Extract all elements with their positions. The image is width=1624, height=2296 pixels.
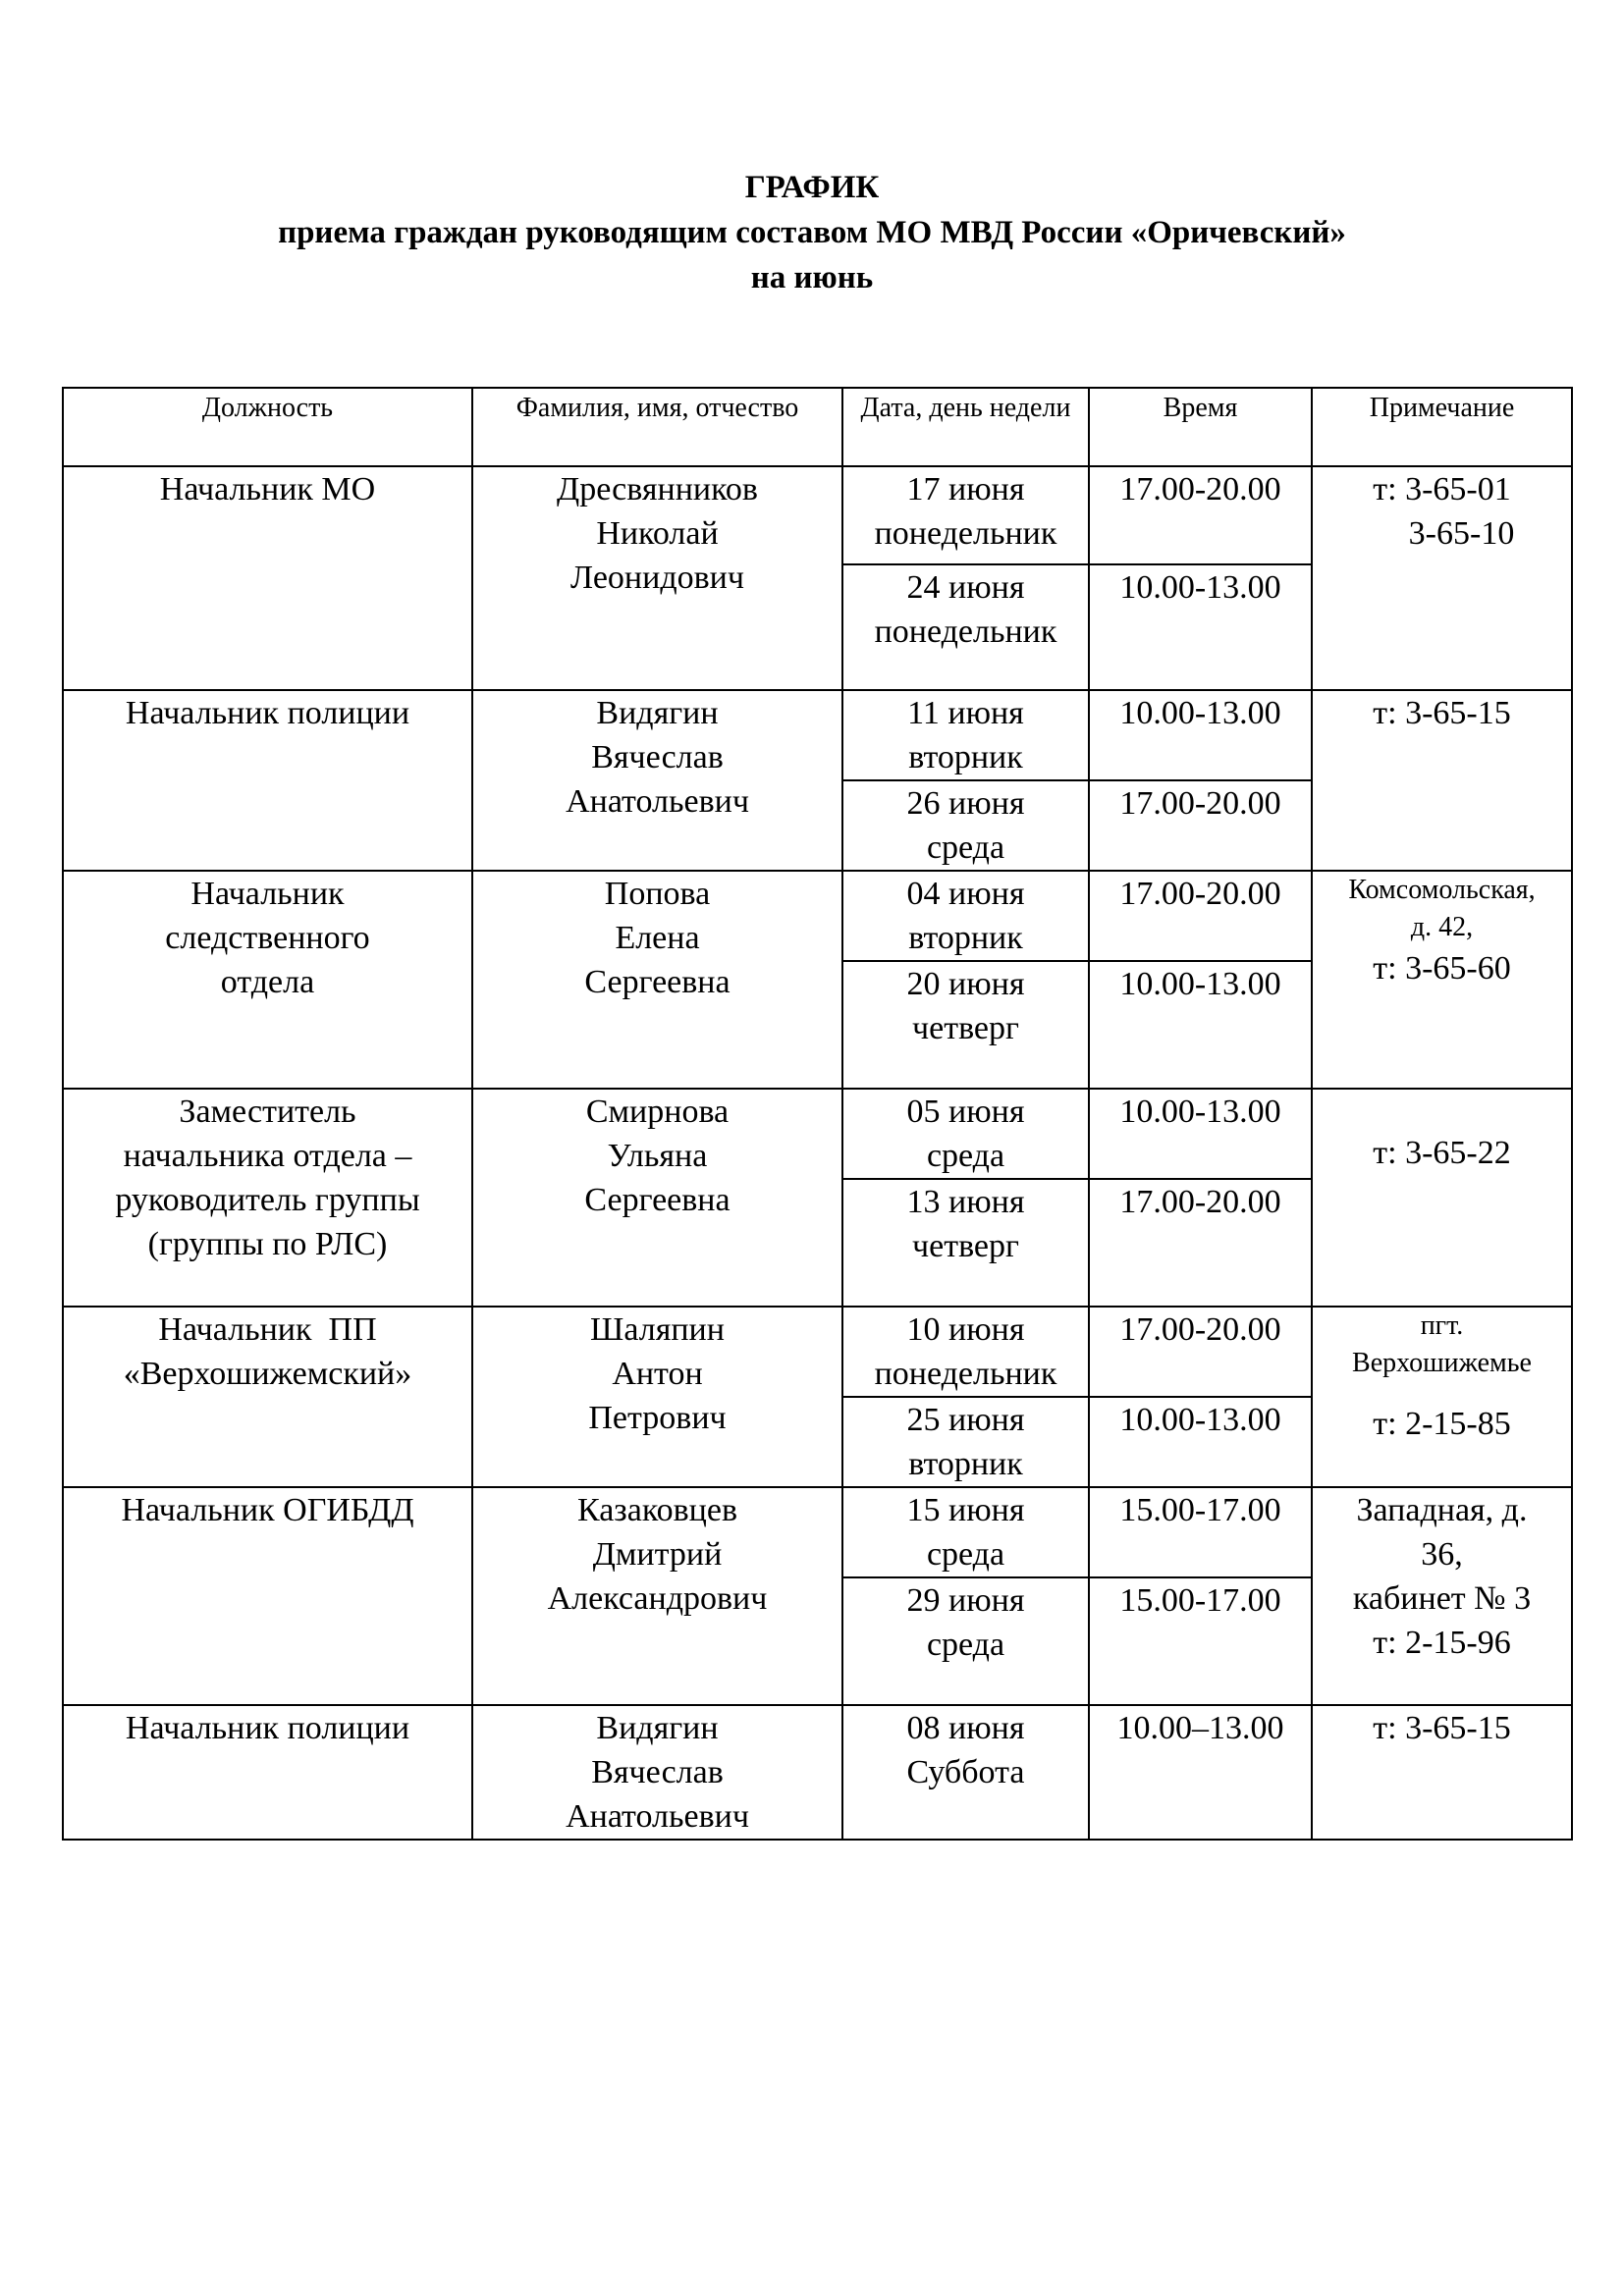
position-cell: [63, 871, 472, 1089]
position-cell: [63, 1705, 472, 1840]
date-cell: [842, 1705, 1089, 1840]
position-cell: [63, 690, 472, 871]
time-cell: 10.00-13.00: [1089, 1397, 1312, 1487]
time-cell: 17.00-20.00: [1089, 780, 1312, 871]
table-row: [63, 690, 1572, 780]
note-cell: [1312, 1307, 1572, 1487]
weekday-text: понедельник: [874, 614, 1057, 650]
name-line: Сергеевна: [584, 964, 731, 1000]
col-header-note: Примечание: [1312, 388, 1572, 466]
position-line: начальника отдела –: [123, 1138, 412, 1174]
weekday-text: вторник: [908, 1446, 1023, 1482]
note-line: Верхошижемье: [1352, 1348, 1532, 1378]
note-line: т: 3-65-15: [1373, 695, 1511, 731]
table-row: [63, 1705, 1572, 1840]
note-cell: [1312, 1089, 1572, 1307]
col-header-date: Дата, день недели: [842, 388, 1089, 466]
date-cell: [842, 961, 1089, 1089]
note-line: т: 2-15-96: [1373, 1625, 1511, 1661]
time-cell: 15.00-17.00: [1089, 1487, 1312, 1577]
name-line: Николай: [596, 515, 719, 552]
note-line: т: 3-65-60: [1373, 950, 1511, 987]
note-line: т: 3-65-01: [1373, 471, 1511, 507]
name-cell: [472, 466, 842, 690]
document-subtitle: приема граждан руководящим составом МО МВД России «Оричевский»: [278, 215, 1346, 250]
name-line: Елена: [615, 920, 700, 956]
table-row: [63, 871, 1572, 961]
note-cell: [1312, 690, 1572, 871]
position-line: Начальник МО: [159, 471, 376, 507]
position-cell: [63, 1307, 472, 1487]
time-cell: 10.00-13.00: [1089, 1089, 1312, 1179]
position-line: отдела: [220, 964, 315, 1000]
col-header-position: Должность: [63, 388, 472, 466]
date-text: 26 июня: [906, 785, 1025, 822]
time-cell: 10.00-13.00: [1089, 690, 1312, 780]
time-cell: 10.00-13.00: [1089, 564, 1312, 690]
date-text: 08 июня: [906, 1710, 1025, 1746]
date-text: 04 июня: [906, 876, 1025, 912]
date-cell: [842, 1487, 1089, 1577]
schedule-table: [62, 387, 1573, 1841]
time-cell: 17.00-20.00: [1089, 1179, 1312, 1307]
position-line: руководитель группы: [115, 1182, 420, 1218]
date-text: 10 июня: [906, 1311, 1025, 1348]
name-cell: [472, 1089, 842, 1307]
name-line: Петрович: [588, 1400, 727, 1436]
name-line: Леонидович: [570, 560, 744, 596]
time-cell: 10.00–13.00: [1089, 1705, 1312, 1840]
document-title: ГРАФИК: [744, 170, 880, 205]
name-line: Дмитрий: [592, 1536, 723, 1573]
table-row: [63, 1307, 1572, 1397]
date-text: 05 июня: [906, 1094, 1025, 1130]
weekday-text: Суббота: [906, 1754, 1025, 1790]
position-line: Начальник ОГИБДД: [121, 1492, 414, 1528]
name-line: Казаковцев: [576, 1492, 738, 1528]
position-line: Начальник полиции: [125, 695, 410, 731]
name-cell: [472, 1307, 842, 1487]
position-line: Начальник ПП: [158, 1311, 377, 1348]
time-cell: 17.00-20.00: [1089, 1307, 1312, 1397]
name-cell: [472, 1487, 842, 1705]
header-row: [63, 388, 1572, 466]
date-text: 11 июня: [907, 695, 1024, 731]
note-line: пгт.: [1420, 1310, 1464, 1341]
weekday-text: вторник: [908, 739, 1023, 775]
note-line: т: 2-15-85: [1373, 1406, 1511, 1442]
note-cell: [1312, 1705, 1572, 1840]
date-text: 24 июня: [906, 569, 1025, 606]
date-text: 17 июня: [906, 471, 1025, 507]
name-line: Александрович: [547, 1580, 768, 1617]
position-cell: [63, 1089, 472, 1307]
name-line: Смирнова: [585, 1094, 730, 1130]
note-cell: [1312, 1487, 1572, 1705]
weekday-text: вторник: [908, 920, 1023, 956]
weekday-text: четверг: [912, 1010, 1019, 1046]
position-line: Начальник полиции: [125, 1710, 410, 1746]
weekday-text: понедельник: [874, 1356, 1057, 1392]
name-line: Сергеевна: [584, 1182, 731, 1218]
name-line: Вячеслав: [591, 739, 724, 775]
weekday-text: среда: [926, 1627, 1005, 1663]
name-line: Антон: [612, 1356, 703, 1392]
position-line: «Верхошижемский»: [123, 1356, 412, 1392]
date-text: 15 июня: [906, 1492, 1025, 1528]
note-line: Комсомольская,: [1348, 875, 1536, 905]
note-cell: [1312, 871, 1572, 1089]
date-cell: [842, 690, 1089, 780]
note-cell: [1312, 466, 1572, 690]
table-row: [63, 1089, 1572, 1179]
date-cell: [842, 466, 1089, 564]
weekday-text: среда: [926, 829, 1005, 866]
col-header-name: Фамилия, имя, отчество: [472, 388, 842, 466]
position-line: Заместитель: [179, 1094, 356, 1130]
weekday-text: среда: [926, 1138, 1005, 1174]
date-cell: [842, 564, 1089, 690]
name-line: Попова: [604, 876, 711, 912]
table-row: [63, 466, 1572, 564]
position-line: Начальник: [190, 876, 345, 912]
name-cell: [472, 1705, 842, 1840]
date-cell: [842, 1307, 1089, 1397]
name-line: Анатольевич: [566, 783, 749, 820]
note-line: д. 42,: [1410, 912, 1474, 942]
time-cell: 10.00-13.00: [1089, 961, 1312, 1089]
table-row: [63, 1487, 1572, 1577]
name-line: Видягин: [596, 1710, 719, 1746]
date-text: 20 июня: [906, 966, 1025, 1002]
position-cell: [63, 1487, 472, 1705]
col-header-time: Время: [1089, 388, 1312, 466]
name-cell: [472, 871, 842, 1089]
date-text: 29 июня: [906, 1582, 1025, 1619]
note-line: Западная, д.: [1356, 1492, 1528, 1528]
note-line: 3-65-10: [1408, 515, 1515, 552]
name-line: Вячеслав: [591, 1754, 724, 1790]
name-line: Анатольевич: [566, 1798, 749, 1835]
note-line: т: 3-65-22: [1373, 1135, 1511, 1171]
date-cell: [842, 1179, 1089, 1307]
position-cell: [63, 466, 472, 690]
note-line: кабинет № 3: [1352, 1580, 1532, 1617]
note-line: т: 3-65-15: [1373, 1710, 1511, 1746]
weekday-text: четверг: [912, 1228, 1019, 1264]
weekday-text: среда: [926, 1536, 1005, 1573]
weekday-text: понедельник: [874, 515, 1057, 552]
date-cell: [842, 1089, 1089, 1179]
name-cell: [472, 690, 842, 871]
date-cell: [842, 780, 1089, 871]
position-line: (группы по РЛС): [147, 1226, 388, 1262]
document-period: на июнь: [750, 260, 874, 295]
name-line: Шаляпин: [590, 1311, 725, 1348]
date-text: 13 июня: [906, 1184, 1025, 1220]
name-line: Ульяна: [607, 1138, 708, 1174]
name-line: Дресвянников: [557, 471, 758, 507]
name-line: Видягин: [596, 695, 719, 731]
position-line: следственного: [165, 920, 370, 956]
date-cell: [842, 1397, 1089, 1487]
date-cell: [842, 1577, 1089, 1705]
note-line: 36,: [1421, 1536, 1463, 1573]
time-cell: 17.00-20.00: [1089, 466, 1312, 564]
date-text: 25 июня: [906, 1402, 1025, 1438]
time-cell: 17.00-20.00: [1089, 871, 1312, 961]
time-cell: 15.00-17.00: [1089, 1577, 1312, 1705]
date-cell: [842, 871, 1089, 961]
